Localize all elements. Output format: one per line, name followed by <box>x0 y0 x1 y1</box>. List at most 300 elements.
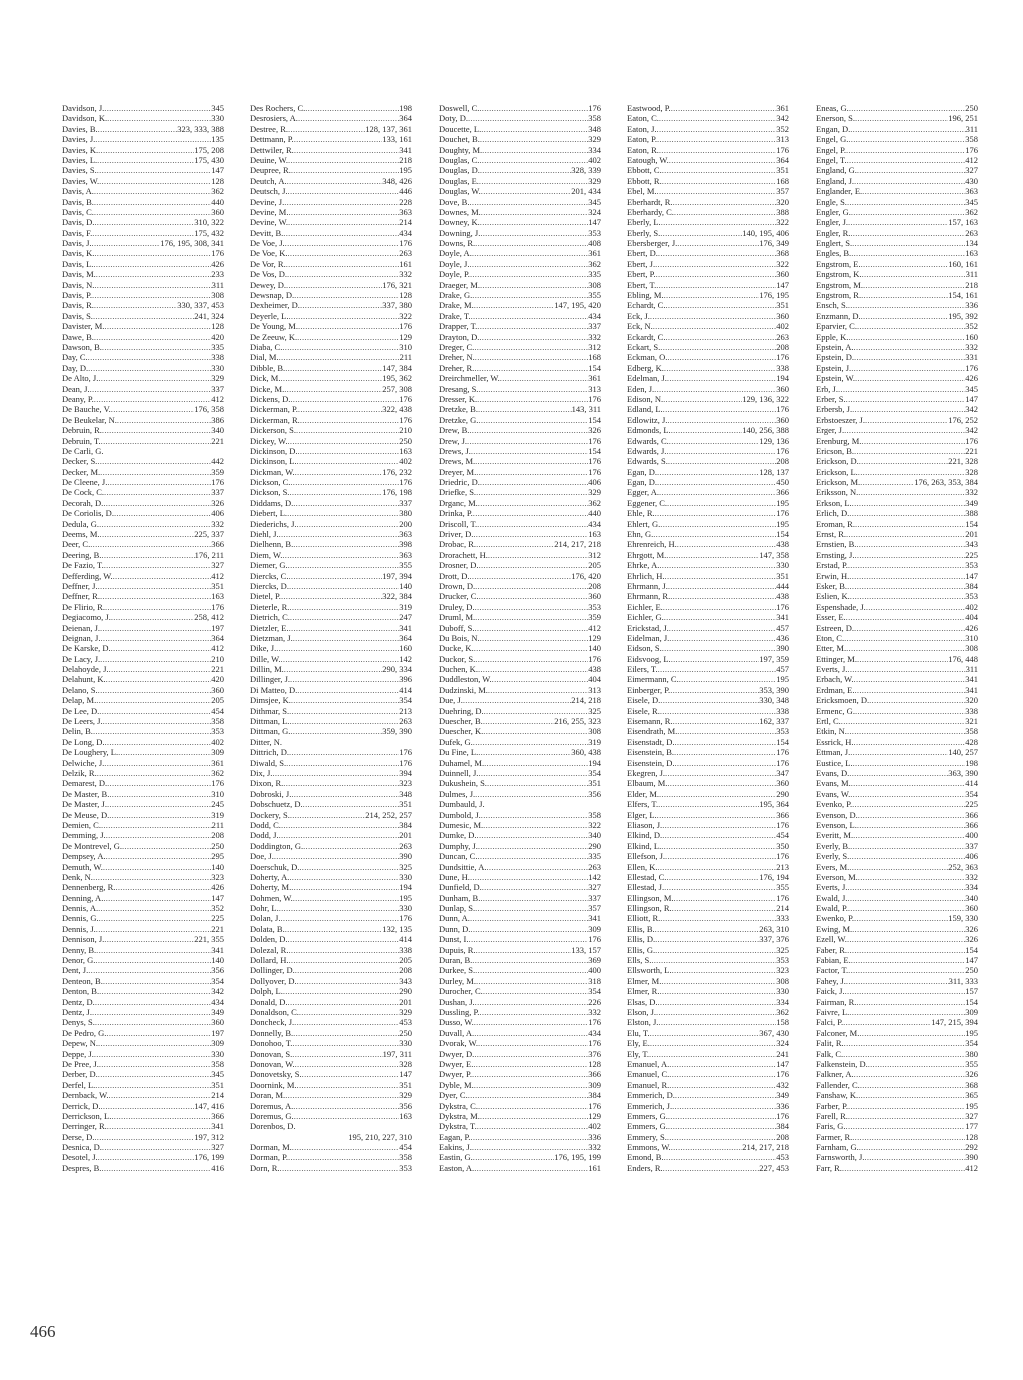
entry-name: Eberly, L. <box>627 217 661 228</box>
dot-leader <box>94 332 211 342</box>
entry-pages: 176 <box>588 934 601 945</box>
entry-pages: 208 <box>211 830 224 841</box>
index-entry <box>250 186 412 196</box>
entry-pages: 356 <box>588 788 601 799</box>
index-entry <box>62 394 224 404</box>
index-entry <box>816 217 978 227</box>
entry-name: Edelman, J. <box>627 373 667 384</box>
dot-leader <box>649 1049 776 1059</box>
index-entry <box>250 384 412 394</box>
dot-leader <box>848 300 965 310</box>
dot-leader <box>658 799 759 809</box>
index-entry <box>250 1121 412 1131</box>
dot-leader <box>288 1152 399 1162</box>
entry-name: Dudzinski, M. <box>439 684 488 695</box>
entry-name: Durley, M. <box>439 975 476 986</box>
entry-pages: 345 <box>965 383 978 394</box>
dot-leader <box>483 716 554 726</box>
entry-pages: 368 <box>965 1079 978 1090</box>
index-entry <box>627 789 789 799</box>
entry-name: Doran, M. <box>250 1090 286 1101</box>
index-entry <box>627 685 789 695</box>
entry-pages: 128 <box>211 175 224 186</box>
entry-pages: 355 <box>588 290 601 301</box>
dot-leader <box>475 965 588 975</box>
dot-leader <box>850 591 965 601</box>
entry-name: Devine, W. <box>250 217 289 228</box>
dot-leader <box>855 373 965 383</box>
dot-leader <box>109 810 211 820</box>
entry-pages: 213 <box>776 861 789 872</box>
entry-pages: 380 <box>965 1048 978 1059</box>
entry-pages: 176, 195, 308, 341 <box>160 238 224 249</box>
entry-name: Ely, E. <box>627 1038 650 1049</box>
entry-pages: 440 <box>211 196 224 207</box>
dot-leader <box>93 872 211 882</box>
index-entry <box>62 425 224 435</box>
index-entry <box>627 768 789 778</box>
dot-leader <box>500 373 588 383</box>
index-entry <box>816 726 978 736</box>
entry-name: Epstein, J. <box>816 362 852 373</box>
dot-leader <box>92 290 211 300</box>
index-entry <box>62 113 224 123</box>
entry-name: Emanuel, C. <box>627 1069 670 1080</box>
index-entry <box>62 321 224 331</box>
index-entry <box>250 768 412 778</box>
index-entry <box>250 965 412 975</box>
entry-pages: 263 <box>588 861 601 872</box>
index-column-1 <box>62 103 224 1173</box>
entry-name: Diwald, S. <box>250 757 287 768</box>
entry-name: Deffner, R. <box>62 591 100 602</box>
dot-leader <box>93 726 211 736</box>
index-entry <box>816 903 978 913</box>
entry-pages: 426 <box>211 258 224 269</box>
entry-pages: 176 <box>776 892 789 903</box>
entry-name: Diddams, D. <box>250 497 294 508</box>
index-entry <box>439 664 601 674</box>
entry-name: Ells, S. <box>627 955 652 966</box>
dot-leader <box>463 695 571 705</box>
entry-pages: 160 <box>399 643 412 654</box>
entry-name: Demuth, W. <box>62 861 103 872</box>
dot-leader <box>478 498 588 508</box>
entry-pages: 310 <box>399 341 412 352</box>
entry-pages: 312 <box>588 341 601 352</box>
entry-pages: 147 <box>776 279 789 290</box>
index-entry <box>439 1007 601 1017</box>
entry-name: Eimermann, C. <box>627 674 679 685</box>
entry-pages: 176 <box>776 851 789 862</box>
entry-pages: 414 <box>965 778 978 789</box>
entry-name: Dittman, L. <box>250 716 290 727</box>
dot-leader <box>844 1038 966 1048</box>
entry-name: Faick, J. <box>816 986 845 997</box>
entry-pages: 327 <box>211 1142 224 1153</box>
index-entry <box>250 758 412 768</box>
entry-pages: 168 <box>588 352 601 363</box>
entry-name: Dykstra, M. <box>439 1110 480 1121</box>
entry-pages: 325 <box>399 861 412 872</box>
dot-leader <box>665 332 776 342</box>
index-entry <box>250 1163 412 1173</box>
index-entry <box>62 716 224 726</box>
entry-name: Enerson, S. <box>816 113 855 124</box>
dot-leader <box>663 404 777 414</box>
entry-pages: 398 <box>399 539 412 550</box>
entry-name: Eaton, J. <box>627 123 657 134</box>
entry-name: De Voe, J. <box>250 238 285 249</box>
entry-pages: 176 <box>588 1038 601 1049</box>
dot-leader <box>101 820 212 830</box>
entry-name: Druml, M. <box>439 612 476 623</box>
dot-leader <box>653 529 776 539</box>
dot-leader <box>291 695 399 705</box>
entry-name: De Karske, D. <box>62 643 111 654</box>
index-entry <box>439 352 601 362</box>
dot-leader <box>475 997 589 1007</box>
dot-leader <box>290 612 399 622</box>
entry-name: Derfel, L. <box>62 1079 96 1090</box>
entry-pages: 221 <box>965 445 978 456</box>
index-entry <box>250 394 412 404</box>
dot-leader <box>300 300 382 310</box>
entry-name: Deuine, W. <box>250 154 289 165</box>
dot-leader <box>660 695 759 705</box>
entry-name: De Carli, G. <box>62 445 104 456</box>
dot-leader <box>97 165 212 175</box>
dot-leader <box>294 1017 399 1027</box>
entry-pages: 334 <box>776 996 789 1007</box>
entry-pages: 366 <box>965 809 978 820</box>
entry-name: Ernsting, J. <box>816 549 855 560</box>
entry-pages: 434 <box>588 310 601 321</box>
index-entry <box>250 1080 412 1090</box>
entry-pages: 329 <box>211 373 224 384</box>
entry-pages: 195 <box>776 518 789 529</box>
entry-name: Engel, P. <box>816 144 846 155</box>
dot-leader <box>95 134 211 144</box>
entry-pages: 290 <box>588 840 601 851</box>
index-entry <box>62 1090 224 1100</box>
dot-leader <box>99 176 211 186</box>
index-entry <box>816 155 978 165</box>
index-entry <box>627 820 789 830</box>
entry-name: Dibble, B. <box>250 362 286 373</box>
dot-leader <box>471 446 588 456</box>
index-entry <box>250 591 412 601</box>
dot-leader <box>480 477 588 487</box>
entry-pages: 176 <box>588 393 601 404</box>
index-entry <box>439 1142 601 1152</box>
index-entry <box>250 851 412 861</box>
dot-leader <box>288 155 399 165</box>
entry-name: Ezell, W. <box>816 934 847 945</box>
dot-leader <box>488 550 588 560</box>
dot-leader <box>282 550 399 560</box>
entry-name: Dexheimer, D. <box>250 300 300 311</box>
entry-name: Dempsey, A. <box>62 851 106 862</box>
dot-leader <box>650 311 776 321</box>
entry-pages: 360 <box>211 1017 224 1028</box>
index-entry <box>250 841 412 851</box>
dot-leader <box>290 674 399 684</box>
entry-pages: 341 <box>399 144 412 155</box>
index-entry <box>627 207 789 217</box>
dot-leader <box>483 820 588 830</box>
dot-leader <box>100 633 211 643</box>
entry-name: Dickerman, P. <box>250 404 298 415</box>
index-entry <box>627 810 789 820</box>
index-entry <box>250 643 412 653</box>
index-entry <box>627 176 789 186</box>
entry-pages: 340 <box>965 892 978 903</box>
entry-pages: 408 <box>588 238 601 249</box>
entry-name: Emmons, W. <box>627 1142 671 1153</box>
index-entry <box>250 685 412 695</box>
entry-pages: 434 <box>211 996 224 1007</box>
dot-leader <box>474 1163 588 1173</box>
entry-name: Falk, C. <box>816 1048 844 1059</box>
entry-name: Dickens, D. <box>250 393 291 404</box>
index-entry <box>439 602 601 612</box>
dot-leader <box>292 1049 382 1059</box>
index-entry <box>816 446 978 456</box>
index-entry <box>627 955 789 965</box>
entry-pages: 384 <box>776 1121 789 1132</box>
entry-name: Dwyer, E. <box>439 1058 474 1069</box>
entry-pages: 176 <box>588 653 601 664</box>
index-entry <box>627 363 789 373</box>
index-entry <box>250 976 412 986</box>
entry-pages: 154 <box>965 518 978 529</box>
entry-name: Doornink, M. <box>250 1079 297 1090</box>
index-entry <box>627 716 789 726</box>
dot-leader <box>848 560 965 570</box>
dot-leader <box>846 976 949 986</box>
entry-pages: 365 <box>965 1090 978 1101</box>
entry-pages: 133, 161 <box>382 134 412 145</box>
dot-leader <box>104 560 212 570</box>
entry-pages: 420 <box>211 674 224 685</box>
entry-pages: 384 <box>588 1090 601 1101</box>
dot-leader <box>98 1152 195 1162</box>
dot-leader <box>476 467 588 477</box>
dot-leader <box>472 955 588 965</box>
index-entry <box>62 986 224 996</box>
dot-leader <box>98 1038 211 1048</box>
dot-leader <box>847 726 965 736</box>
entry-name: Engler, J. <box>816 217 848 228</box>
index-entry <box>627 924 789 934</box>
index-entry <box>439 695 601 705</box>
index-entry <box>816 238 978 248</box>
entry-name: Faivre, L. <box>816 1006 850 1017</box>
entry-name: Drews, M. <box>439 456 476 467</box>
dot-leader <box>666 550 759 560</box>
entry-name: Desrosiers, A. <box>250 113 298 124</box>
entry-pages: 438 <box>588 664 601 675</box>
dot-leader <box>475 903 588 913</box>
dot-leader <box>288 217 399 227</box>
index-entry <box>439 685 601 695</box>
dot-leader <box>298 113 399 123</box>
index-entry <box>439 238 601 248</box>
index-entry <box>250 529 412 539</box>
entry-name: Drapper, T. <box>439 321 478 332</box>
entry-pages: 446 <box>399 186 412 197</box>
entry-pages: 326 <box>965 1069 978 1080</box>
entry-name: Engstrom, E. <box>816 258 861 269</box>
entry-name: Decker, S. <box>62 456 98 467</box>
entry-pages: 250 <box>211 840 224 851</box>
entry-name: Driedric, D. <box>439 477 480 488</box>
entry-pages: 309 <box>588 1079 601 1090</box>
entry-pages: 140 <box>588 643 601 654</box>
dot-leader <box>469 571 571 581</box>
entry-pages: 142 <box>588 871 601 882</box>
index-entry <box>62 560 224 570</box>
entry-pages: 195 <box>776 497 789 508</box>
entry-pages: 313 <box>588 684 601 695</box>
entry-pages: 326 <box>211 497 224 508</box>
dot-leader <box>106 851 212 861</box>
entry-pages: 128, 137, 361 <box>365 123 412 134</box>
entry-pages: 205 <box>399 955 412 966</box>
entry-name: Ellingson, M. <box>627 892 674 903</box>
entry-name: Dunfield, D. <box>439 882 482 893</box>
entry-name: Enzmann, D. <box>816 310 861 321</box>
entry-pages: 147, 358 <box>759 549 789 560</box>
index-entry <box>250 342 412 352</box>
index-entry <box>250 539 412 549</box>
entry-pages: 308 <box>776 975 789 986</box>
entry-name: Falconer, M. <box>816 1027 860 1038</box>
dot-leader <box>849 851 965 861</box>
entry-pages: 247 <box>399 612 412 623</box>
entry-name: Demien, C. <box>62 819 101 830</box>
entry-pages: 376 <box>588 1048 601 1059</box>
dot-leader <box>858 810 965 820</box>
dot-leader <box>655 924 760 934</box>
entry-pages: 309 <box>211 1038 224 1049</box>
index-entry <box>816 1028 978 1038</box>
dot-leader <box>106 1028 211 1038</box>
dot-leader <box>854 446 965 456</box>
entry-pages: 333 <box>776 913 789 924</box>
entry-name: Elson, J. <box>627 1006 657 1017</box>
entry-pages: 351 <box>211 580 224 591</box>
entry-pages: 195, 362 <box>382 373 412 384</box>
entry-pages: 197, 359 <box>759 653 789 664</box>
entry-pages: 218 <box>399 154 412 165</box>
dot-leader <box>286 259 400 269</box>
entry-name: Dockery, S. <box>250 809 290 820</box>
entry-name: Enders, R. <box>627 1162 663 1173</box>
index-entry <box>250 581 412 591</box>
entry-name: Ebling, M. <box>627 290 664 301</box>
entry-name: Duddleston, W. <box>439 674 492 685</box>
dot-leader <box>289 487 382 497</box>
dot-leader <box>282 342 399 352</box>
index-entry <box>250 737 412 747</box>
index-entry <box>250 664 412 674</box>
entry-pages: 158 <box>776 1017 789 1028</box>
dot-leader <box>293 539 399 549</box>
index-entry <box>439 155 601 165</box>
entry-name: Drown, D. <box>439 580 476 591</box>
index-entry <box>62 269 224 279</box>
dot-leader <box>670 685 759 695</box>
dot-leader <box>98 124 178 134</box>
dot-leader <box>849 768 948 778</box>
entry-name: Duvall, A. <box>439 1027 475 1038</box>
entry-name: Davis, A. <box>62 186 94 197</box>
entry-pages: 348 <box>588 123 601 134</box>
entry-pages: 353 <box>588 227 601 238</box>
entry-pages: 353 <box>965 560 978 571</box>
entry-name: Elston, J. <box>627 1017 659 1028</box>
entry-pages: 444 <box>776 580 789 591</box>
entry-name: Denton, B. <box>62 986 100 997</box>
entry-name: Engle, S. <box>816 196 847 207</box>
entry-name: Driscoll, T. <box>439 518 478 529</box>
entry-name: Erger, J. <box>816 425 845 436</box>
dot-leader <box>861 436 965 446</box>
entry-name: De Young, M. <box>250 321 298 332</box>
entry-pages: 129 <box>588 1110 601 1121</box>
index-columns <box>62 103 982 1293</box>
index-entry <box>62 529 224 539</box>
entry-pages: 390 <box>776 643 789 654</box>
index-entry <box>816 248 978 258</box>
entry-name: Farnham, G. <box>816 1142 859 1153</box>
index-entry <box>439 965 601 975</box>
entry-pages: 176, 194 <box>759 871 789 882</box>
entry-name: Dixon, R. <box>250 778 284 789</box>
dot-leader <box>477 830 589 840</box>
dot-leader <box>659 145 776 155</box>
index-entry <box>627 290 789 300</box>
index-entry <box>439 394 601 404</box>
index-entry <box>627 934 789 944</box>
entry-pages: 176, 448 <box>948 653 978 664</box>
dot-leader <box>285 1090 399 1100</box>
entry-pages: 214, 252, 257 <box>365 809 412 820</box>
entry-pages: 142 <box>399 653 412 664</box>
entry-pages: 214, 217, 218 <box>554 539 601 550</box>
dot-leader <box>860 477 914 487</box>
entry-name: Dulmes, J. <box>439 788 476 799</box>
entry-pages: 154 <box>965 944 978 955</box>
dot-leader <box>469 197 588 207</box>
entry-pages: 211 <box>399 352 412 363</box>
entry-name: Dick, M. <box>250 373 281 384</box>
entry-pages: 363 <box>399 206 412 217</box>
entry-pages: 406 <box>588 477 601 488</box>
entry-pages: 394 <box>399 768 412 778</box>
dot-leader <box>471 311 589 321</box>
entry-name: Ebert, T. <box>627 279 657 290</box>
index-entry <box>627 1080 789 1090</box>
index-entry <box>627 103 789 113</box>
entry-pages: 366 <box>588 1069 601 1080</box>
dot-leader <box>668 456 776 466</box>
index-entry <box>62 332 224 342</box>
entry-name: Elger, L. <box>627 809 657 820</box>
index-entry <box>816 456 978 466</box>
